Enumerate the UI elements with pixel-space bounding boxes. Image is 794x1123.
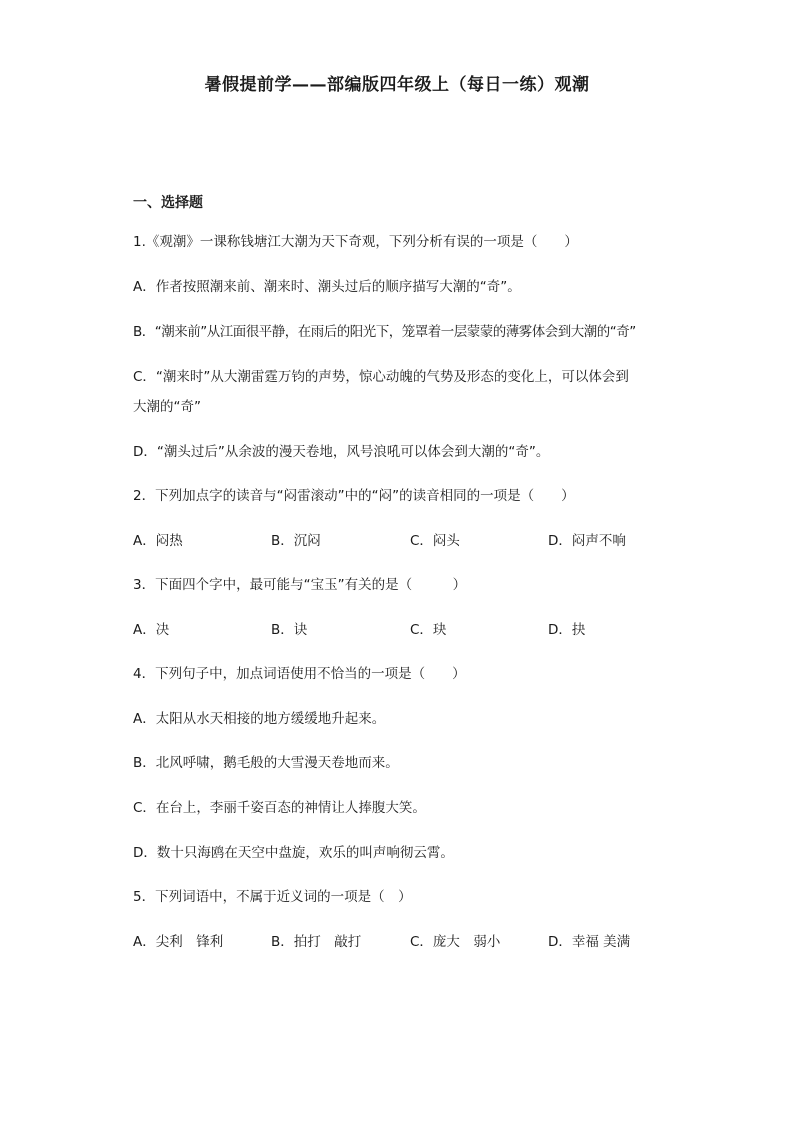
page-title: 暑假提前学——部编版四年级上（每日一练）观潮 (204, 75, 590, 95)
question-4-option-d: D．数十只海鸥在天空中盘旋，欢乐的叫声响彻云霄。 (133, 845, 454, 861)
section-heading: 一、选择题 (133, 195, 203, 211)
question-1-option-d: D．“潮头过后”从余波的漫天卷地，风号浪吼可以体会到大潮的“奇”。 (133, 444, 550, 460)
question-1-option-a: A．作者按照潮来前、潮来时、潮头过后的顺序描写大潮的“奇”。 (133, 279, 521, 295)
question-1-stem: 1.《观潮》一课称钱塘江大潮为天下奇观，下列分析有误的一项是（ ） (133, 234, 578, 250)
question-5-option-c: C．庞大 弱小 (410, 934, 501, 950)
question-2-option-b: B．沉闷 (271, 533, 321, 549)
question-5-option-d: D．幸福 美满 (548, 934, 631, 950)
question-3-option-a: A．决 (133, 622, 170, 638)
question-2-option-d: D．闷声不响 (548, 533, 626, 549)
question-4-option-b: B．北风呼啸，鹅毛般的大雪漫天卷地而来。 (133, 755, 399, 771)
question-2-option-c: C．闷头 (410, 533, 460, 549)
question-3-option-c: C．玦 (410, 622, 447, 638)
question-5-option-a: A．尖利 锋利 (133, 934, 224, 950)
question-1-option-c: C．“潮来时”从大潮雷霆万钧的声势，惊心动魄的气势及形态的变化上，可以体会到 (133, 369, 629, 385)
question-2-option-a: A．闷热 (133, 533, 183, 549)
question-4-stem: 4．下列句子中，加点词语使用不恰当的一项是（ ） (133, 666, 466, 682)
question-4-option-a: A．太阳从水天相接的地方缓缓地升起来。 (133, 711, 386, 727)
question-3-option-b: B．诀 (271, 622, 308, 638)
question-5-option-b: B．拍打 敲打 (271, 934, 362, 950)
question-1-option-c-continued: 大潮的“奇” (133, 399, 201, 415)
question-3-stem: 3．下面四个字中，最可能与“宝玉”有关的是（ ） (133, 577, 467, 593)
question-4-option-c: C．在台上，李丽千姿百态的神情让人捧腹大笑。 (133, 800, 426, 816)
question-5-stem: 5．下列词语中，不属于近义词的一项是（ ） (133, 889, 412, 905)
question-3-option-d: D．抉 (548, 622, 586, 638)
question-2-stem: 2．下列加点字的读音与“闷雷滚动”中的“闷”的读音相同的一项是（ ） (133, 488, 575, 504)
question-1-option-b: B．“潮来前”从江面很平静，在雨后的阳光下，笼罩着一层蒙蒙的薄雾体会到大潮的“奇” (133, 324, 636, 340)
